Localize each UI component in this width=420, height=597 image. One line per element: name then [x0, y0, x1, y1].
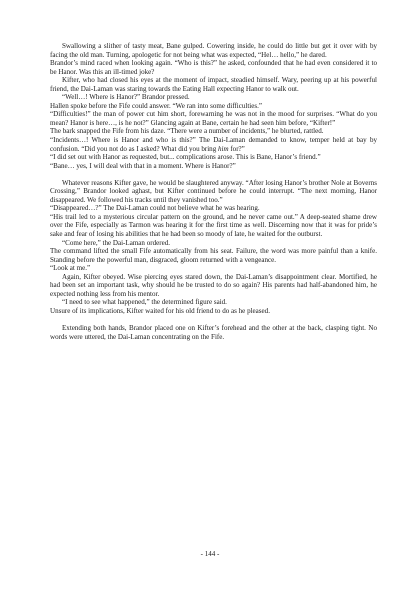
- paragraph: The bark snapped the Fife from his daze. “There were a number of incidents,” he blurted, rattled.: [50, 127, 324, 136]
- paragraph: “I did set out with Hanor as requested, but... complications arose. This is Bane, Hanor’s friend.”: [50, 153, 321, 162]
- paragraph: “Well…! Where is Hanor?” Brandor pressed.: [62, 93, 190, 102]
- paragraph: Hallen spoke before the Fife could answer. “We ran into some difficulties.”: [50, 101, 263, 110]
- paragraph: “Incidents…! Where is Hanor and who is this?” The Dai-Laman demanded to know, temper held at bay by confusion. “Did you not do as I asked? What did you bring him for?”: [50, 136, 377, 153]
- paragraph: Swallowing a slither of tasty meat, Bane gulped. Cowering inside, he could do little but get it over with by facing the old man. Turning, apologetic for not being what was expected, “Hel… hello,” he dared.: [50, 42, 377, 59]
- page-body: [50, 42, 377, 341]
- paragraph: Extending both hands, Brandor placed one on Kifter’s forehead and the other at the back, clasping tight. No words were uttered, the Dai-Laman concentrating on the Fife.: [50, 323, 377, 341]
- paragraph: Kifter, who had closed his eyes at the moment of impact, steadied himself. Wary, peering up at his powerful friend, the Dai-Laman was staring towards the Eating Hall expecting Hanor to walk out.: [50, 76, 377, 93]
- paragraph: “Bane… yes, I will deal with that in a moment. Where is Hanor?”: [50, 161, 236, 170]
- paragraph: “I need to see what happened,” the determined figure said.: [62, 298, 227, 307]
- paragraph: “His trail led to a mysterious circular pattern on the ground, and he never came out.” A deep-seated shame drew over the Fife, especially as Tarmon was hearing it for the first time as well. Discerning now that it was for pride’s sake and fear of losing his abilities that he had been so moody of late, he waited for the outburst.: [50, 212, 377, 238]
- paragraph: “Disappeared…?” The Dai-Laman could not believe what he was hearing.: [50, 204, 260, 213]
- paragraph: “Difficulties!” the man of power cut him short, forewarning he was not in the mood for surprises. “What do you mean? Hanor is here…, is he not?” Glancing again at Bane, certain he had seen him before, “Kifter!”: [50, 110, 377, 127]
- paragraph: “Look at me.”: [50, 264, 91, 273]
- paragraph: The command lifted the small Fife automatically from his seat. Failure, the word was more painful than a knife. Standing before the powerful man, disgraced, gloom returned with a vengeance.: [50, 247, 377, 264]
- paragraph: Brandor’s mind raced when looking again. “Who is this?” he asked, confounded that he had even considered it to be Hanor. Was this an ill-timed joke?: [50, 59, 377, 76]
- paragraph: Again, Kifter obeyed. Wise piercing eyes stared down, the Dai-Laman’s disappointment clear. Mortified, he had been set an important task, why should he be trusted to do so again? His parents had half-abandoned him, he expected nothing less from his mentor.: [50, 272, 377, 298]
- paragraph: Whatever reasons Kifter gave, he would be slaughtered anyway. “After losing Hanor’s brother Nole at Boverns Crossing,” Brandor looked aghast, but Kifter continued before he could interrupt. “The next morning, Hanor disappeared. We followed his tracks until they vanished too.”: [50, 178, 377, 204]
- paragraph: “Come here,” the Dai-Laman ordered.: [62, 238, 170, 247]
- page-number: - 144 -: [200, 550, 220, 558]
- paragraph: Unsure of its implications, Kifter waited for his old friend to do as he pleased.: [50, 306, 270, 315]
- emphasis: him: [218, 144, 229, 153]
